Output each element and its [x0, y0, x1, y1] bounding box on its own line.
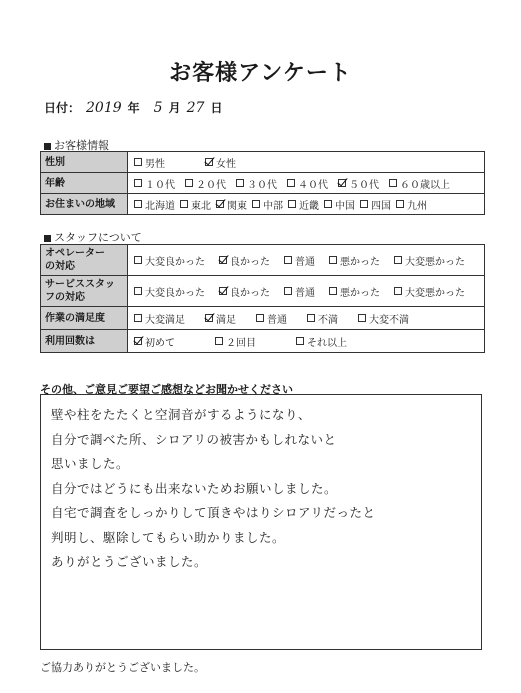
- row-options: [128, 276, 485, 307]
- option-label: 関東: [227, 200, 247, 212]
- checked-box-icon[interactable]: [205, 314, 213, 322]
- row-label-line: 作業の満足度: [45, 312, 105, 324]
- checkbox-icon[interactable]: [134, 314, 142, 322]
- row-label: [41, 173, 128, 194]
- checkbox-option[interactable]: [338, 176, 379, 191]
- checkbox-icon[interactable]: [134, 179, 142, 187]
- row-options: [128, 194, 485, 215]
- row-label-line: フの対応: [45, 292, 85, 303]
- checkbox-icon[interactable]: [134, 200, 142, 208]
- option-label: 大変悪かった: [405, 256, 465, 268]
- row-options: [128, 245, 485, 276]
- checkbox-option[interactable]: [180, 197, 211, 212]
- checkbox-icon[interactable]: [396, 200, 404, 208]
- staff-table: [40, 244, 485, 353]
- option-label: 不満: [318, 314, 338, 326]
- checkbox-icon[interactable]: [284, 256, 292, 264]
- row-label-line: の対応: [45, 261, 75, 272]
- date-row: [44, 99, 222, 116]
- option-label: 中部: [263, 200, 283, 212]
- checkbox-icon[interactable]: [134, 158, 142, 166]
- option-label: ２０代: [196, 179, 226, 191]
- checkbox-icon[interactable]: [256, 314, 264, 322]
- checkbox-option[interactable]: [219, 253, 270, 268]
- row-label: [41, 276, 128, 307]
- option-label: ４０代: [298, 179, 328, 191]
- date-year: 2019: [86, 100, 122, 116]
- checkbox-icon[interactable]: [284, 287, 292, 295]
- form-row: [41, 173, 485, 194]
- comment-line: 自分で調べた所、シロアリの被害かもしれないと: [51, 431, 337, 447]
- checked-box-icon[interactable]: [219, 256, 227, 264]
- checkbox-option[interactable]: [360, 197, 391, 212]
- checkbox-option[interactable]: [216, 197, 247, 212]
- checkbox-option[interactable]: [134, 311, 185, 326]
- row-label: [41, 307, 128, 330]
- checkbox-option[interactable]: [394, 253, 465, 268]
- customer-section-heading: お客様情報: [44, 137, 109, 153]
- option-label: 大変満足: [145, 314, 185, 326]
- row-label-line: お住まいの地域: [45, 198, 115, 210]
- date-day-unit: 日: [210, 101, 223, 115]
- checkbox-option[interactable]: [284, 253, 315, 268]
- checkbox-icon[interactable]: [287, 179, 295, 187]
- checkbox-option[interactable]: [396, 197, 427, 212]
- comment-line: 判明し、駆除してもらい助かりました。: [51, 529, 286, 545]
- checkbox-option[interactable]: [236, 176, 277, 191]
- checkbox-option[interactable]: [296, 334, 347, 349]
- option-label: ２回目: [226, 337, 256, 349]
- checkbox-icon[interactable]: [236, 179, 244, 187]
- checkbox-option[interactable]: [329, 253, 380, 268]
- option-label: 普通: [267, 314, 287, 326]
- customer-info-table: [40, 151, 485, 215]
- checkbox-icon[interactable]: [394, 256, 402, 264]
- checkbox-option[interactable]: [219, 284, 270, 299]
- checkbox-option[interactable]: [284, 284, 315, 299]
- date-month: 5: [153, 100, 163, 116]
- option-label: 男性: [145, 158, 165, 170]
- comment-line: 自宅で調査をしっかりして頂きやはりシロアリだったと: [51, 505, 376, 520]
- option-label: ３０代: [247, 179, 277, 191]
- checkbox-icon[interactable]: [394, 287, 402, 295]
- option-label: 大変良かった: [145, 287, 205, 299]
- row-options: [128, 307, 485, 330]
- checkbox-option[interactable]: [134, 155, 165, 170]
- checkbox-icon[interactable]: [252, 200, 260, 208]
- comment-line: ありがとうございました。: [51, 554, 208, 569]
- option-label: ５０代: [349, 179, 379, 191]
- checkbox-option[interactable]: [256, 311, 287, 326]
- checkbox-option[interactable]: [252, 197, 283, 212]
- checked-box-icon[interactable]: [338, 179, 346, 187]
- checkbox-option[interactable]: [215, 334, 256, 349]
- form-row: [41, 152, 485, 173]
- checkbox-option[interactable]: [389, 176, 450, 191]
- form-row: [41, 245, 485, 276]
- option-label: 大変不満: [369, 314, 409, 326]
- date-month-unit: 月: [168, 101, 181, 115]
- option-label: 良かった: [230, 287, 270, 299]
- row-options: [128, 152, 485, 173]
- option-label: 近畿: [299, 200, 319, 212]
- option-label: 普通: [295, 256, 315, 268]
- checkbox-option[interactable]: [288, 197, 319, 212]
- option-label: ６０歳以上: [400, 179, 450, 191]
- checkbox-option[interactable]: [185, 176, 226, 191]
- option-label: 悪かった: [340, 256, 380, 268]
- checkbox-option[interactable]: [329, 284, 380, 299]
- square-bullet-icon: [44, 235, 51, 242]
- option-label: 中国: [335, 200, 355, 212]
- row-label: [41, 245, 128, 276]
- row-label: [41, 152, 128, 173]
- option-label: 九州: [407, 200, 427, 212]
- checkbox-option[interactable]: [307, 311, 338, 326]
- checkbox-option[interactable]: [134, 197, 175, 212]
- option-label: １０代: [145, 179, 175, 191]
- row-label: [41, 194, 128, 215]
- option-label: 悪かった: [340, 287, 380, 299]
- option-label: 満足: [216, 314, 236, 326]
- comments-label: その他、ご意見ご要望ご感想などお聞かせください: [40, 383, 293, 396]
- checkbox-icon[interactable]: [134, 287, 142, 295]
- option-label: 良かった: [230, 256, 270, 268]
- row-label-line: サービススタッ: [45, 279, 115, 290]
- checkbox-icon[interactable]: [329, 256, 337, 264]
- page-title: お客様アンケート: [169, 61, 352, 86]
- checkbox-icon[interactable]: [296, 337, 304, 345]
- checked-box-icon[interactable]: [134, 337, 142, 345]
- option-label: 初めて: [145, 337, 175, 349]
- checkbox-option[interactable]: [205, 155, 236, 170]
- form-row: [41, 276, 485, 307]
- date-label: 日付：: [44, 101, 81, 115]
- row-label: [41, 330, 128, 353]
- option-label: 東北: [191, 200, 211, 212]
- checkbox-option[interactable]: [358, 311, 409, 326]
- row-label-line: オペレーター: [45, 248, 105, 259]
- checkbox-option[interactable]: [394, 284, 465, 299]
- checkbox-option[interactable]: [205, 311, 236, 326]
- date-day: 27: [186, 100, 205, 116]
- checkbox-icon[interactable]: [329, 287, 337, 295]
- square-bullet-icon: [44, 143, 51, 150]
- checkbox-option[interactable]: [287, 176, 328, 191]
- option-label: 四国: [371, 200, 391, 212]
- checkbox-icon[interactable]: [185, 179, 193, 187]
- checkbox-icon[interactable]: [215, 337, 223, 345]
- checkbox-icon[interactable]: [288, 200, 296, 208]
- checked-box-icon[interactable]: [216, 200, 224, 208]
- comments-box[interactable]: [40, 394, 482, 650]
- checkbox-icon[interactable]: [360, 200, 368, 208]
- option-label: 大変良かった: [145, 256, 205, 268]
- checkbox-option[interactable]: [134, 253, 205, 268]
- comment-line: 自分ではどうにも出来ないためお願いしました。: [51, 480, 338, 496]
- checkbox-option[interactable]: [134, 176, 175, 191]
- row-label-line: 年齢: [45, 177, 65, 189]
- checked-box-icon[interactable]: [219, 287, 227, 295]
- comment-line: 思いました。: [51, 456, 130, 471]
- checkbox-option[interactable]: [134, 284, 205, 299]
- checkbox-icon[interactable]: [358, 314, 366, 322]
- row-label-line: 利用回数は: [45, 335, 95, 347]
- option-label: 北海道: [145, 200, 175, 212]
- form-row: [41, 307, 485, 330]
- checkbox-icon[interactable]: [180, 200, 188, 208]
- checkbox-icon[interactable]: [389, 179, 397, 187]
- row-options: [128, 173, 485, 194]
- form-row: [41, 194, 485, 215]
- comment-line: 壁や柱をたたくと空洞音がするようになり、: [51, 407, 312, 422]
- form-row: [41, 330, 485, 353]
- row-options: [128, 330, 485, 353]
- checkbox-option[interactable]: [134, 334, 175, 349]
- option-label: それ以上: [307, 337, 347, 349]
- checked-box-icon[interactable]: [205, 158, 213, 166]
- footer-thanks: ご協力ありがとうございました。: [40, 661, 205, 674]
- option-label: 大変悪かった: [405, 287, 465, 299]
- checkbox-icon[interactable]: [134, 256, 142, 264]
- option-label: 普通: [295, 287, 315, 299]
- checkbox-icon[interactable]: [307, 314, 315, 322]
- option-label: 女性: [216, 158, 236, 170]
- checkbox-icon[interactable]: [324, 200, 332, 208]
- row-label-line: 性別: [45, 156, 65, 168]
- date-year-unit: 年: [127, 101, 140, 115]
- checkbox-option[interactable]: [324, 197, 355, 212]
- staff-section-heading: スタッフについて: [44, 229, 142, 245]
